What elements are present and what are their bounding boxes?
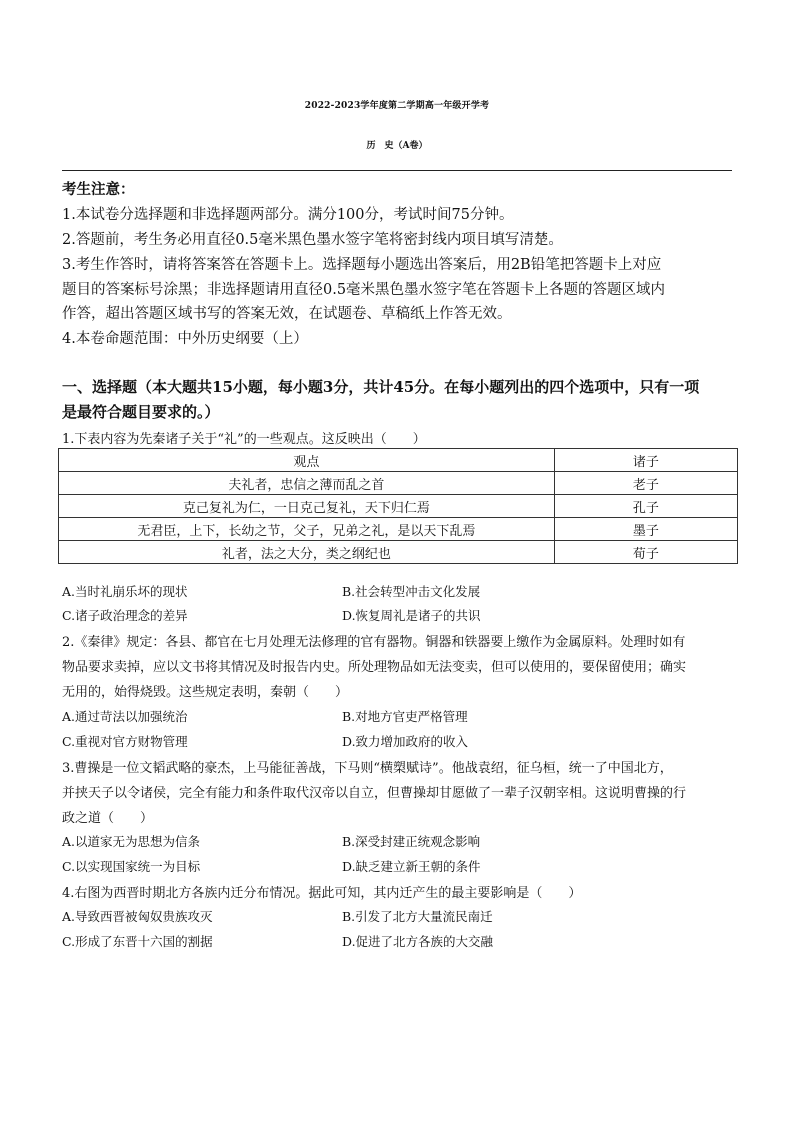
notice-line: 1.本试卷分选择题和非选择题两部分。满分100分，考试时间75分钟。 [62, 207, 514, 223]
table-header: 观点 [59, 449, 555, 472]
question-1-stem: 1.下表内容为先秦诸子关于“礼”的一些观点。这反映出（ ） [62, 432, 426, 447]
option-d: D.促进了北方各族的大交融 [342, 934, 494, 949]
table-header: 诸子 [554, 449, 737, 472]
notice-heading: 考生注意： [62, 181, 135, 198]
question-2-stem: 2.《秦律》规定：各县、都官在七月处理无法修理的官有器物。铜器和铁器要上缴作为金属原料。处理时如有 [62, 635, 686, 650]
section-heading-cont: 是最符合题目要求的。） [62, 403, 220, 421]
question-4-stem: 4.右图为西晋时期北方各族内迁分布情况。据此可知，其内迁产生的最主要影响是（ ） [62, 886, 582, 901]
question-3-stem: 并挟天子以令诸侯，完全有能力和条件取代汉帝以自立，但曹操却甘愿做了一辈子汉朝宰相。这说明曹操的行 [62, 786, 687, 801]
option-c: C.形成了东晋十六国的割据 [62, 934, 213, 949]
option-b: B.深受封建正统观念影响 [342, 834, 481, 849]
viewpoints-table [58, 448, 738, 564]
option-d: D.致力增加政府的收入 [342, 734, 469, 749]
header-divider [62, 170, 732, 171]
table-cell: 孔子 [554, 495, 737, 518]
table-row [59, 495, 738, 518]
option-c: C.重视对官方财物管理 [62, 734, 188, 749]
table-cell: 荀子 [554, 541, 737, 564]
table-header-row [59, 449, 738, 472]
table-row [59, 518, 738, 541]
notice-line: 题目的答案标号涂黑；非选择题请用直径0.5毫米黑色墨水签字笔在答题卡上各题的答题区域内 [62, 282, 666, 298]
table-cell: 老子 [554, 472, 737, 495]
option-b: B.引发了北方大量流民南迁 [342, 909, 493, 924]
table-cell: 墨子 [554, 518, 737, 541]
question-2-stem: 物品要求卖掉，应以文书将其情况及时报告内史。所处理物品如无法变卖，但可以使用的，要保留使用；确实 [62, 660, 687, 675]
question-2-stem: 无用的，始得烧毁。这些规定表明，秦朝（ ） [62, 685, 349, 700]
option-b: B.社会转型冲击文化发展 [342, 584, 481, 599]
exam-title: 2022-2023学年度第二学期高一年级开学考 [304, 101, 490, 111]
question-3-stem: 3.曹操是一位文韬武略的豪杰，上马能征善战，下马则“横槊赋诗”。他战袁绍，征乌桓，统一了中国北方， [62, 761, 673, 776]
option-a: A.导致西晋被匈奴贵族攻灭 [62, 909, 213, 924]
option-c: C.诸子政治理念的差异 [62, 608, 188, 623]
table-cell: 克己复礼为仁，一日克己复礼，天下归仁焉 [59, 495, 555, 518]
option-d: D.缺乏建立新王朝的条件 [342, 859, 481, 874]
notice-line: 3.考生作答时，请将答案答在答题卡上。选择题每小题选出答案后，用2B铅笔把答题卡上对应 [62, 257, 662, 273]
table-cell: 无君臣，上下，长幼之节，父子，兄弟之礼，是以天下乱焉 [59, 518, 555, 541]
subject-title: 历 史（A卷） [366, 141, 428, 151]
section-heading: 一、选择题（本大题共15小题，每小题3分，共计45分。在每小题列出的四个选项中，只有一项 [62, 378, 700, 396]
table-cell: 夫礼者，忠信之薄而乱之首 [59, 472, 555, 495]
option-c: C.以实现国家统一为目标 [62, 859, 201, 874]
notice-line: 4.本卷命题范围：中外历史纲要（上） [62, 331, 308, 347]
table-row [59, 541, 738, 564]
option-b: B.对地方官吏严格管理 [342, 709, 468, 724]
option-a: A.通过苛法以加强统治 [62, 709, 188, 724]
option-a: A.以道家无为思想为信条 [62, 834, 201, 849]
table-cell: 礼者，法之大分，类之纲纪也 [59, 541, 555, 564]
option-a: A.当时礼崩乐坏的现状 [62, 584, 188, 599]
table-row [59, 472, 738, 495]
question-3-stem: 政之道（ ） [62, 811, 154, 826]
option-d: D.恢复周礼是诸子的共识 [342, 608, 481, 623]
notice-line: 2.答题前，考生务必用直径0.5毫米黑色墨水签字笔将密封线内项目填写清楚。 [62, 232, 563, 248]
notice-line: 作答，超出答题区域书写的答案无效，在试题卷、草稿纸上作答无效。 [62, 306, 512, 322]
